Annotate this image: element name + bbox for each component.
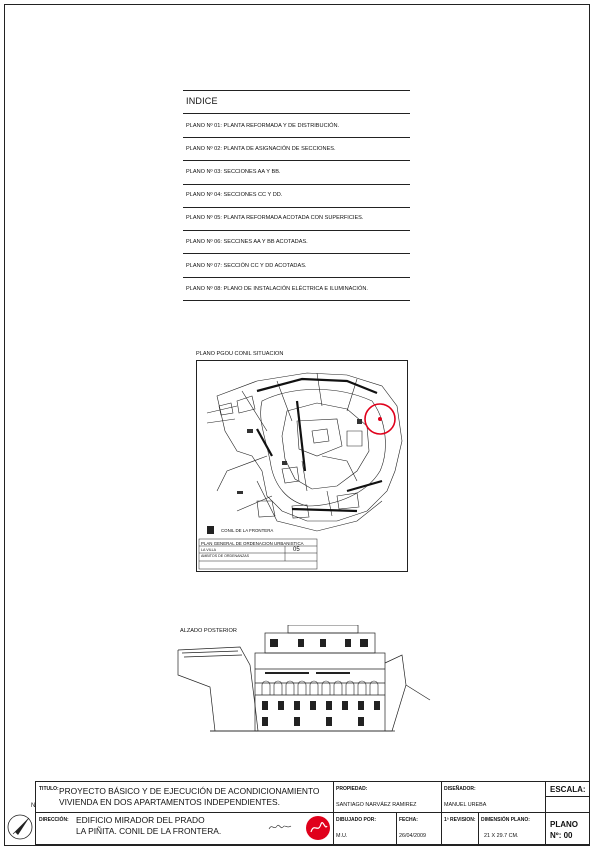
fecha-value: 26/04/2009 — [399, 833, 426, 839]
disenador-label: DISEÑADOR: — [444, 786, 476, 792]
direccion-line-1: EDIFICIO MIRADOR DEL PRADO — [76, 815, 205, 825]
index-item-04: PLANO Nº 04: SECCIONES CC Y DD. — [186, 192, 283, 198]
north-arrow-icon — [5, 812, 35, 842]
revision-label: 1ª REVISION: — [444, 817, 476, 823]
direccion-label: DIRECCIÓN: — [39, 817, 69, 823]
fecha-label: FECHA: — [399, 817, 418, 823]
escala-label: ESCALA: — [550, 785, 586, 794]
titulo-label: TITULO: — [39, 786, 59, 792]
location-marker-dot — [378, 417, 382, 421]
north-label: N — [31, 803, 36, 809]
title-block — [35, 781, 590, 845]
map-drawing — [197, 361, 407, 571]
council-crest-icon — [207, 526, 214, 534]
map-stamp-plan-title: PLAN GENERAL DE ORDENACION URBANISTICA — [201, 541, 304, 546]
index-item-03: PLANO Nº 03: SECCIONES AA Y BB. — [186, 169, 281, 175]
dimension-value: 21 X 29.7 CM. — [484, 833, 519, 839]
index-item-05: PLANO Nº 05: PLANTA REFORMADA ACOTADA CON SUPERFICIES. — [186, 215, 364, 221]
index-divider — [183, 160, 410, 161]
plano-number: Nº: 00 — [550, 831, 573, 840]
titulo-line-1: PROYECTO BÁSICO Y DE EJECUCIÓN DE ACONDICIONAMIENTO — [59, 786, 320, 796]
dibujado-value: M.U. — [336, 833, 348, 839]
rear-elevation-drawing — [170, 625, 440, 740]
index-item-08: PLANO Nº 08: PLANO DE INSTALACIÓN ELÉCTRICA E ILUMINACIÓN. — [186, 286, 368, 292]
designer-logo-icon — [304, 814, 332, 842]
plano-label: PLANO — [550, 820, 578, 829]
index-title: INDICE — [186, 96, 218, 106]
index-divider — [183, 184, 410, 185]
direccion-line-2: LA PIÑITA. CONIL DE LA FRONTERA. — [76, 826, 222, 836]
map-caption: PLANO PGOU CONIL SITUACION — [196, 351, 284, 357]
index-divider — [183, 90, 410, 91]
titulo-line-2: VIVIENDA EN DOS APARTAMENTOS INDEPENDIENTES. — [59, 797, 280, 807]
index-divider — [183, 277, 410, 278]
index-divider — [183, 207, 410, 208]
dibujado-label: DIBUJADO POR: — [336, 817, 377, 823]
index-divider — [183, 230, 410, 231]
map-stamp-sheet: 05 — [293, 547, 300, 553]
elevation-caption: ALZADO POSTERIOR — [180, 628, 237, 634]
propiedad-label: PROPIEDAD: — [336, 786, 368, 792]
index-item-01: PLANO Nº 01: PLANTA REFORMADA Y DE DISTRIBUCIÓN. — [186, 123, 340, 129]
propiedad-value: SANTIAGO NARVÁEZ RAMIREZ — [336, 802, 417, 808]
map-stamp-council: CONIL DE LA FRONTERA — [221, 528, 274, 533]
index-divider — [183, 137, 410, 138]
dimension-label: DIMENSIÓN PLANO: — [481, 817, 530, 823]
map-stamp-zone: LA VILLA — [201, 548, 216, 552]
disenador-value: MANUEL UREBA — [444, 802, 487, 808]
index-item-02: PLANO Nº 02: PLANTA DE ASIGNACIÓN DE SECCIONES. — [186, 146, 336, 152]
index-divider — [183, 300, 410, 301]
index-divider — [183, 113, 410, 114]
situation-map — [196, 360, 408, 572]
index-item-06: PLANO Nº 06: SECCINES AA Y BB ACOTADAS. — [186, 239, 308, 245]
designer-signature — [268, 819, 292, 829]
map-stamp-ambitos: AMBITOS DE ORDENANZAS — [201, 554, 250, 558]
index-divider — [183, 253, 410, 254]
index-item-07: PLANO Nº 07: SECCIÓN CC Y DD ACOTADAS. — [186, 263, 307, 269]
